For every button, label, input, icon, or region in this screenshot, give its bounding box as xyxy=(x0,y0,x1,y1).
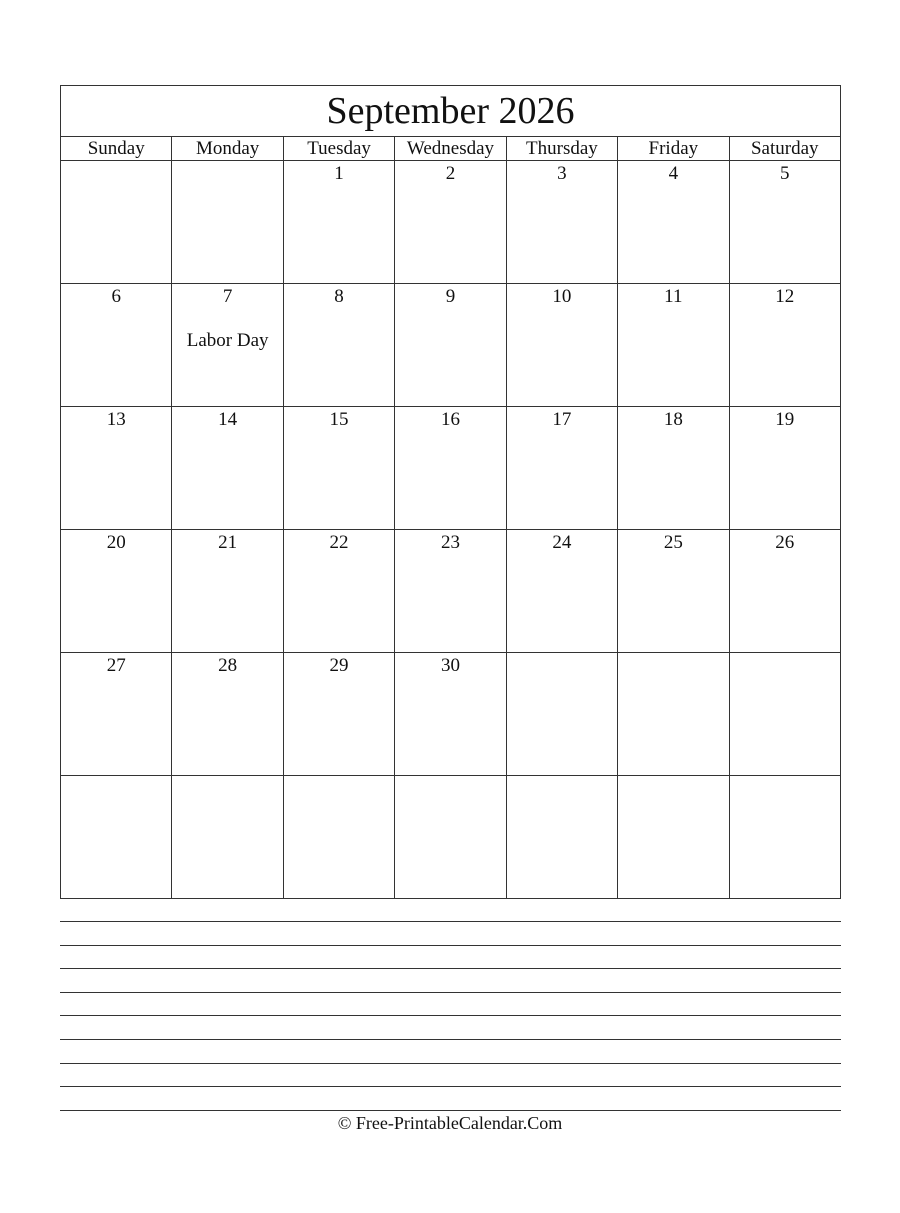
day-cell xyxy=(506,530,617,653)
note-line xyxy=(60,968,841,969)
day-cell xyxy=(283,284,394,407)
day-number xyxy=(730,653,840,656)
note-line xyxy=(60,1039,841,1040)
day-cell xyxy=(172,653,283,776)
day-number: 24 xyxy=(552,532,572,553)
day-number: 25 xyxy=(663,532,683,553)
empty-day-cell xyxy=(729,653,840,776)
holiday-label: Labor Day xyxy=(186,330,269,351)
day-number xyxy=(61,776,171,779)
week-row xyxy=(61,653,841,776)
day-number: 5 xyxy=(780,163,790,184)
day-number: 15 xyxy=(329,409,349,430)
empty-day-cell xyxy=(172,161,283,284)
empty-day-cell xyxy=(729,776,840,899)
day-number: 14 xyxy=(218,409,238,430)
day-cell xyxy=(395,284,506,407)
week-row xyxy=(61,530,841,653)
day-cell xyxy=(61,284,172,407)
day-cell xyxy=(61,653,172,776)
day-number xyxy=(507,776,617,779)
week-row xyxy=(61,776,841,899)
note-line xyxy=(60,945,841,946)
day-number: 19 xyxy=(775,409,795,430)
weekday-monday: Monday xyxy=(172,137,283,161)
weekday-wednesday: Wednesday xyxy=(395,137,506,161)
day-cell xyxy=(283,530,394,653)
day-cell xyxy=(283,407,394,530)
empty-day-cell xyxy=(618,653,729,776)
week-row xyxy=(61,284,841,407)
day-number: 28 xyxy=(218,655,238,676)
note-line xyxy=(60,1063,841,1064)
note-line xyxy=(60,1086,841,1087)
day-cell xyxy=(61,407,172,530)
note-line xyxy=(60,921,841,922)
note-line xyxy=(60,1110,841,1111)
day-number: 30 xyxy=(440,655,460,676)
day-number: 13 xyxy=(106,409,126,430)
day-number: 9 xyxy=(445,286,456,307)
day-number: 17 xyxy=(552,409,572,430)
day-cell xyxy=(618,284,729,407)
day-cell xyxy=(395,407,506,530)
day-number xyxy=(618,776,728,779)
day-number: 29 xyxy=(329,655,349,676)
day-number: 4 xyxy=(668,163,679,184)
weekday-saturday: Saturday xyxy=(729,137,840,161)
day-cell xyxy=(729,284,840,407)
empty-day-cell xyxy=(61,161,172,284)
day-number: 12 xyxy=(775,286,795,307)
day-cell xyxy=(506,161,617,284)
day-cell xyxy=(618,161,729,284)
day-cell xyxy=(395,530,506,653)
day-cell xyxy=(506,284,617,407)
day-number xyxy=(730,776,840,779)
day-number: 26 xyxy=(775,532,795,553)
day-cell xyxy=(729,530,840,653)
day-number xyxy=(172,161,282,164)
day-cell xyxy=(729,407,840,530)
day-number: 10 xyxy=(552,286,572,307)
weekday-thursday: Thursday xyxy=(506,137,617,161)
day-number: 27 xyxy=(106,655,126,676)
day-number: 6 xyxy=(111,286,121,307)
week-row xyxy=(61,407,841,530)
day-number xyxy=(61,161,171,164)
weekday-sunday: Sunday xyxy=(61,137,172,161)
weekday-friday: Friday xyxy=(618,137,729,161)
day-cell xyxy=(729,161,840,284)
day-number: 21 xyxy=(218,532,238,553)
day-number: 1 xyxy=(334,163,344,184)
day-cell xyxy=(618,407,729,530)
day-cell xyxy=(283,161,394,284)
day-number: 3 xyxy=(557,163,567,184)
note-line xyxy=(60,1015,841,1016)
empty-day-cell xyxy=(395,776,506,899)
empty-day-cell xyxy=(506,653,617,776)
day-number xyxy=(507,653,617,656)
day-cell xyxy=(395,653,506,776)
day-number xyxy=(172,776,282,779)
note-line xyxy=(60,992,841,993)
day-cell xyxy=(172,530,283,653)
footer-credit: © Free-PrintableCalendar.Com xyxy=(337,1113,563,1133)
month-title: September 2026 xyxy=(61,86,841,137)
day-number: 23 xyxy=(440,532,460,553)
day-cell xyxy=(61,530,172,653)
day-number: 8 xyxy=(334,286,344,307)
day-number: 11 xyxy=(664,286,683,307)
weekday-header-row xyxy=(61,137,841,161)
empty-day-cell xyxy=(618,776,729,899)
day-cell xyxy=(506,407,617,530)
day-number: 2 xyxy=(445,163,456,184)
day-number: 22 xyxy=(329,532,349,553)
day-number xyxy=(284,776,394,779)
weekday-tuesday: Tuesday xyxy=(283,137,394,161)
month-calendar xyxy=(60,85,841,899)
day-cell xyxy=(618,530,729,653)
day-number: 7 xyxy=(222,286,233,307)
empty-day-cell xyxy=(61,776,172,899)
day-number xyxy=(618,653,728,656)
empty-day-cell xyxy=(283,776,394,899)
day-number: 20 xyxy=(106,532,126,553)
day-number xyxy=(395,776,505,779)
day-number: 18 xyxy=(663,409,683,430)
day-cell xyxy=(172,407,283,530)
day-cell xyxy=(283,653,394,776)
day-cell xyxy=(395,161,506,284)
empty-day-cell xyxy=(506,776,617,899)
day-cell xyxy=(172,284,283,407)
week-row xyxy=(61,161,841,284)
empty-day-cell xyxy=(172,776,283,899)
day-number: 16 xyxy=(440,409,460,430)
calendar-grid xyxy=(61,161,841,899)
